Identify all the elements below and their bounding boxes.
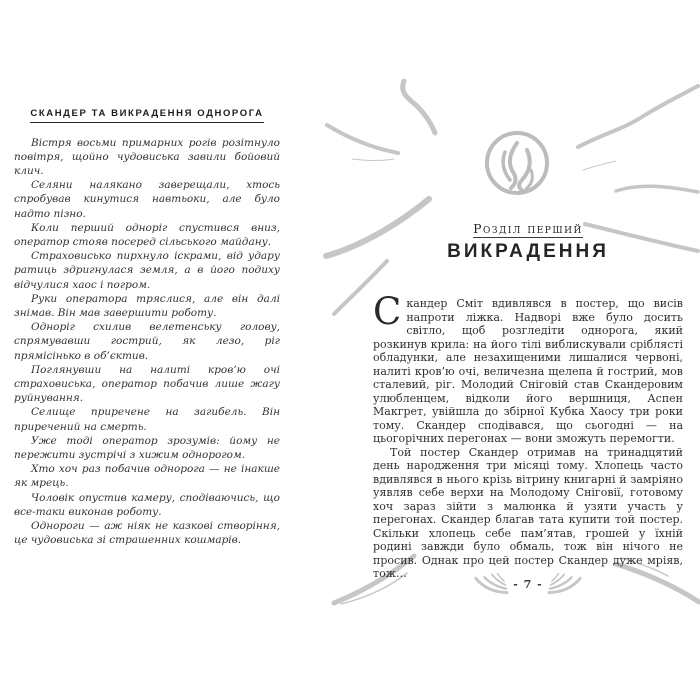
page-footer [373, 571, 683, 597]
running-header [14, 108, 280, 123]
page-number: - 7 - [513, 577, 543, 591]
chapter-title: ВИКРАДЕННЯ [447, 241, 609, 262]
chapter-label-text: Розділ перший [473, 221, 583, 236]
chapter-label [373, 221, 683, 238]
paragraph: Вістря восьми примарних рогів розітнуло повітря, щойно чудовиська завили бойовий клич. [14, 136, 280, 177]
running-header-text: СКАНДЕР ТА ВИКРАДЕННЯ ОДНОРОГА [30, 108, 263, 123]
paragraph: Скандер Сміт вдивлявся в постер, що висів напроти ліжка. Надворі вже було досить світло, щоб розгледіти однорога, який розкинув крила: на його тілі виблискували сріблясті обладунки, але незахищеними лишалися червоні, налиті кров’ю очі, величезна щелепа й гострий, мов сталевий, ріг. Молодий Сніговій став Скандеровим улюбленцем, відколи його вершниця, Аспен Макгрет, увійшла до збірної Кубка Хаосу три роки тому. Скандер сподівався, що сьогодні — на цьогорічних перегонах — вони зможуть перемогти. [373, 290, 683, 445]
left-page-body [14, 136, 280, 548]
paragraph: Селище приречене на загибель. Він приречений на смерть. [14, 406, 280, 433]
drop-cap: С [373, 290, 402, 333]
paragraph: Уже тоді оператор зрозумів: йому не пережити зустрічі з хижим однорогом. [14, 434, 280, 461]
paragraph: Той постер Скандер отримав на тринадцятий день народження три місяці тому. Хлопець часто вдивлявся в нього крізь вітрину книгарні й замріяно уявляв себе верхи на Молодому Сніговії, готовому хоч зараз зійти з малюнка й узяти участь у перегонах. Скандер благав тата купити той постер. Скільки хлопець себе пам’ятав, грошей у їхній родині завжди було обмаль, тож він нічого не просив. Однак про цей постер Скандер дуже мріяв, тож… [373, 445, 683, 580]
paragraph: Однороги — аж ніяк не казкові створіння, це чудовиська зі страшенних кошмарів. [14, 519, 280, 547]
flame-emblem-icon [487, 133, 547, 193]
left-wing-icon [472, 571, 510, 597]
paragraph: Селяни налякано заверещали, хтось спробував кинутися навтьоки, але було надто пізно. [14, 179, 280, 220]
paragraph: Одноріг схилив велетенську голову, спрямувавши гострий, як лезо, ріг прямісінько в об’єктив. [14, 321, 280, 362]
paragraph: Руки оператора тряслися, але він далі знімав. Він мав завершити роботу. [14, 292, 280, 319]
paragraph: Страховисько пирхнуло іскрами, від удару ратиць здригнулася земля, а в його подиху відчулися хаос і погром. [14, 250, 280, 291]
paragraph: Коли перший одноріг спустився вниз, оператор стояв посеред сільського майдану. [14, 221, 280, 248]
right-wing-icon [546, 571, 584, 597]
right-page-body [373, 290, 683, 581]
left-page [14, 108, 280, 547]
paragraph: Чоловік опустив камеру, сподіваючись, що все-таки виконав роботу. [14, 491, 280, 518]
paragraph: Поглянувши на налиті кров’ю очі страховиська, оператор побачив лише жагу руйнування. [14, 363, 280, 405]
paragraph: Хто хоч раз побачив однорога — не інакше як мрець. [14, 463, 280, 490]
